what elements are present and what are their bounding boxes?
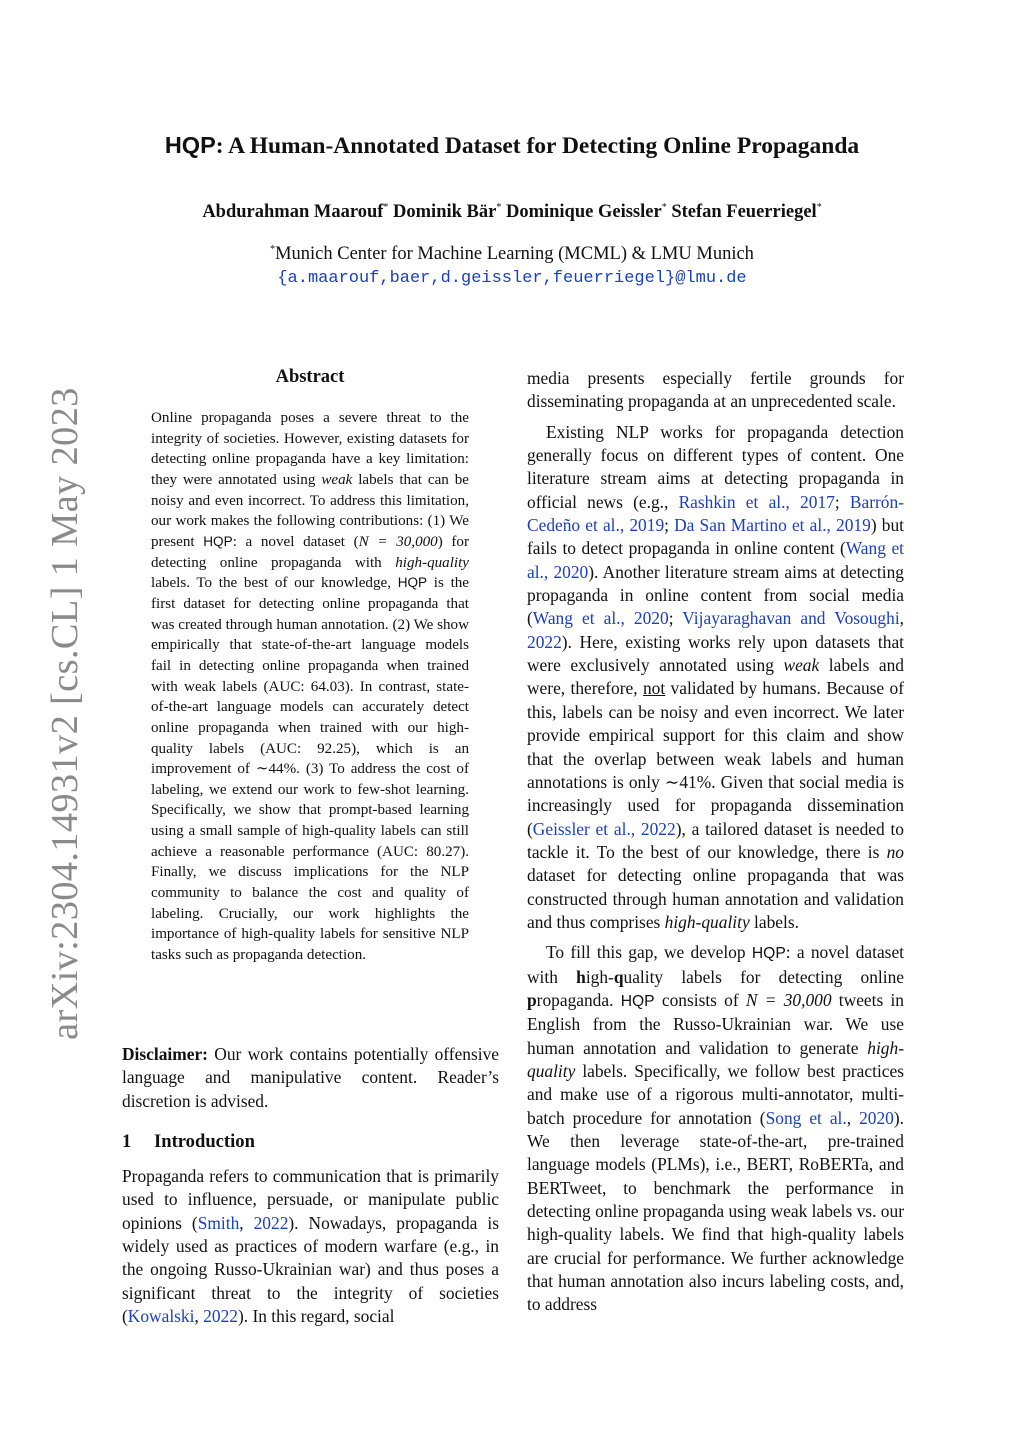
- abstract-text: : a novel dataset (: [232, 533, 359, 550]
- citation-link[interactable]: 2022: [253, 1212, 289, 1233]
- citation-link[interactable]: Song et al.: [765, 1107, 847, 1128]
- citation-link[interactable]: 2022: [527, 631, 562, 652]
- affiliation-text: Munich Center for Machine Learning (MCML) & LMU Munich: [275, 244, 754, 265]
- citation-link[interactable]: Da San Martino et al., 2019: [674, 515, 871, 536]
- dataset-name: HQP: [203, 533, 233, 549]
- body-text: ). Another literature stream aims at detecting propaganda in online content from social media (: [527, 561, 904, 629]
- section-heading: [122, 1131, 255, 1153]
- disclaimer-label: Disclaimer:: [122, 1044, 208, 1064]
- paper-title: [0, 132, 1024, 160]
- right-column: [527, 367, 904, 1324]
- body-text: Propaganda refers to communication that is primarily used to influence, persuade, or manipulate public opinions (: [122, 1166, 499, 1233]
- body-text: ,: [194, 1306, 204, 1327]
- dataset-name: HQP: [751, 945, 786, 963]
- body-text: ), a tailored dataset is needed to tackle it. To the best of our knowledge, there is: [527, 818, 904, 862]
- body-text: ;: [834, 491, 850, 512]
- body-text: igh-: [585, 966, 614, 987]
- body-text: ;: [664, 515, 675, 536]
- paragraph: [527, 941, 904, 1317]
- section-number: 1: [122, 1131, 132, 1152]
- bold-letter: p: [527, 989, 537, 1010]
- arxiv-identifier-stamp: arXiv:2304.14931v2 [cs.CL] 1 May 2023: [44, 387, 86, 1040]
- body-text: labels and were, therefore,: [527, 655, 904, 699]
- author-mark: *: [383, 202, 389, 213]
- citation-link[interactable]: Rashkin et al., 2017: [678, 491, 835, 512]
- citation-link[interactable]: Smith: [197, 1212, 240, 1233]
- abstract-heading: Abstract: [275, 367, 345, 387]
- citation-link[interactable]: Vijayaraghavan and Vosoughi: [682, 608, 900, 629]
- dataset-name: HQP: [397, 575, 428, 591]
- citation-link[interactable]: Wang et al., 2020: [532, 608, 669, 629]
- author-list: [0, 202, 1024, 223]
- author-emails[interactable]: {a.maarouf,baer,d.geissler,feuerriegel}@lmu.de: [277, 269, 747, 288]
- title-rest: : A Human-Annotated Dataset for Detecting Online Propaganda: [215, 133, 860, 159]
- author-mark: *: [816, 202, 822, 213]
- body-text: ropaganda.: [536, 989, 621, 1010]
- author-name: Stefan Feuerriegel: [671, 202, 817, 223]
- abstract-math: N = 30,000: [358, 533, 438, 550]
- bold-letter: q: [613, 966, 624, 987]
- abstract-text: is the first dataset for detecting online propaganda that was created through human annotation. (2) We show empirically that state-of-the-art language models fail in detecting online propaganda when trained with weak labels (AUC: 64.03). In contrast, state-of-the-art language models can accurately detect online propaganda when trained with our high-quality labels (AUC: 92.25), which is an improvement of ∼44%. (3) To address the cost of labeling, we extend our work to few-shot learning. Specifically, we show that prompt-based learning using a small sample of high-quality labels can still achieve a reasonable performance (AUC: 80.27). Finally, we discuss implications for the NLP community to balance the cost and quality of labeling. Crucially, our work highlights the importance of high-quality labels for sensitive NLP tasks such as propaganda detection.: [151, 575, 470, 964]
- body-text: ). We then leverage state-of-the-art, pre-trained language models (PLMs), i.e., BERT, RoBERTa, and BERTweet, to benchmark the performance in detecting online propaganda using weak labels vs. our high-quality labels. We find that high-quality labels are crucial for performance. We further acknowledge that human annotation also incurs labeling costs, and, to address: [527, 1107, 904, 1315]
- citation-link[interactable]: 2020: [859, 1107, 894, 1128]
- abstract-text: Online propaganda poses a severe threat to the integrity of societies. However, existing datasets for detecting online propaganda have a key limitation: they were annotated using: [151, 410, 469, 488]
- underlined-word: not: [642, 678, 666, 699]
- author-name: Dominique Geissler: [505, 202, 662, 223]
- body-text: labels. Specifically, we follow best practices and make use of a rigorous multi-annotator, multi-batch procedure for annotation (: [527, 1060, 904, 1128]
- introduction-paragraph: [122, 1165, 499, 1328]
- dataset-name: HQP: [620, 992, 655, 1010]
- body-text: labels.: [749, 911, 799, 932]
- body-text: ,: [239, 1212, 254, 1233]
- body-text: tweets in English from the Russo-Ukrainian war. We use human annotation and validation to generate: [527, 989, 904, 1058]
- affiliation-mark: *: [270, 244, 276, 255]
- paragraph: [527, 421, 904, 935]
- body-text: ,: [846, 1107, 860, 1128]
- body-text: ,: [899, 608, 905, 629]
- title-dataset-name: HQP: [164, 132, 216, 158]
- affiliation: [0, 244, 1024, 265]
- author-mark: *: [661, 202, 667, 213]
- body-text: uality labels for detecting online: [623, 966, 905, 987]
- body-text: Existing NLP works for propaganda detection generally focus on different types of content. One literature stream aims at detecting propaganda in official news (e.g.,: [527, 421, 904, 512]
- emphasis: high-quality: [527, 1037, 904, 1081]
- abstract-text: labels that can be noisy and even incorrect. To address this limitation, our work makes the following contributions: (1) We present: [151, 471, 469, 550]
- emphasis: weak: [783, 655, 820, 676]
- author-name: Abdurahman Maarouf: [202, 202, 384, 223]
- bold-letter: h: [576, 966, 586, 987]
- abstract-emphasis: weak: [321, 471, 353, 488]
- body-text: ) but fails to detect propaganda in online content (: [527, 515, 904, 559]
- abstract-body: [151, 408, 469, 966]
- body-text: ). Nowadays, propaganda is widely used as practices of modern warfare (e.g., in the ongoing Russo-Ukrainian war) and thus poses a significant threat to the integrity of societies (: [122, 1212, 499, 1327]
- abstract-emphasis: high-quality: [395, 554, 469, 571]
- body-text: ). Here, existing works rely upon datasets that were exclusively annotated using: [527, 631, 904, 676]
- body-text: dataset for detecting online propaganda that was constructed through human annotation and validation and thus comprises: [527, 865, 904, 932]
- abstract-text: labels. To the best of our knowledge,: [151, 575, 398, 592]
- citation-link[interactable]: Kowalski: [127, 1306, 195, 1327]
- citation-link[interactable]: Geissler et al., 2022: [532, 818, 676, 839]
- citation-link[interactable]: Barrón-Cedeño et al., 2019: [527, 491, 904, 536]
- citation-link[interactable]: 2022: [203, 1306, 238, 1327]
- citation-link[interactable]: Wang et al., 2020: [527, 538, 904, 582]
- section-title: Introduction: [154, 1131, 255, 1152]
- paragraph: media presents especially fertile grounds for disseminating propaganda at an unprecedented scale.: [527, 368, 904, 412]
- emphasis: high-quality: [664, 911, 750, 932]
- body-text: ). In this regard, social: [237, 1306, 395, 1327]
- body-text: : a novel dataset with: [527, 942, 904, 987]
- author-name: Dominik Bär: [393, 202, 497, 223]
- body-text: consists of: [654, 989, 746, 1010]
- body-text: validated by humans. Because of this, labels can be noisy and even incorrect. We later provide empirical support for this claim and show that the overlap between weak labels and human annotations is only ∼41%. Given that social media is increasingly used for propaganda dissemination (: [527, 678, 904, 839]
- disclaimer-text: Our work contains potentially offensive language and manipulative content. Reader’s discretion is advised.: [122, 1044, 499, 1111]
- abstract-text: ) for detecting online propaganda with: [151, 533, 469, 571]
- body-text: ;: [668, 608, 683, 629]
- math: N = 30,000: [745, 989, 832, 1010]
- author-mark: *: [496, 202, 502, 213]
- emphasis: no: [886, 841, 904, 862]
- disclaimer: [122, 1043, 499, 1113]
- body-text: To fill this gap, we develop: [546, 942, 752, 963]
